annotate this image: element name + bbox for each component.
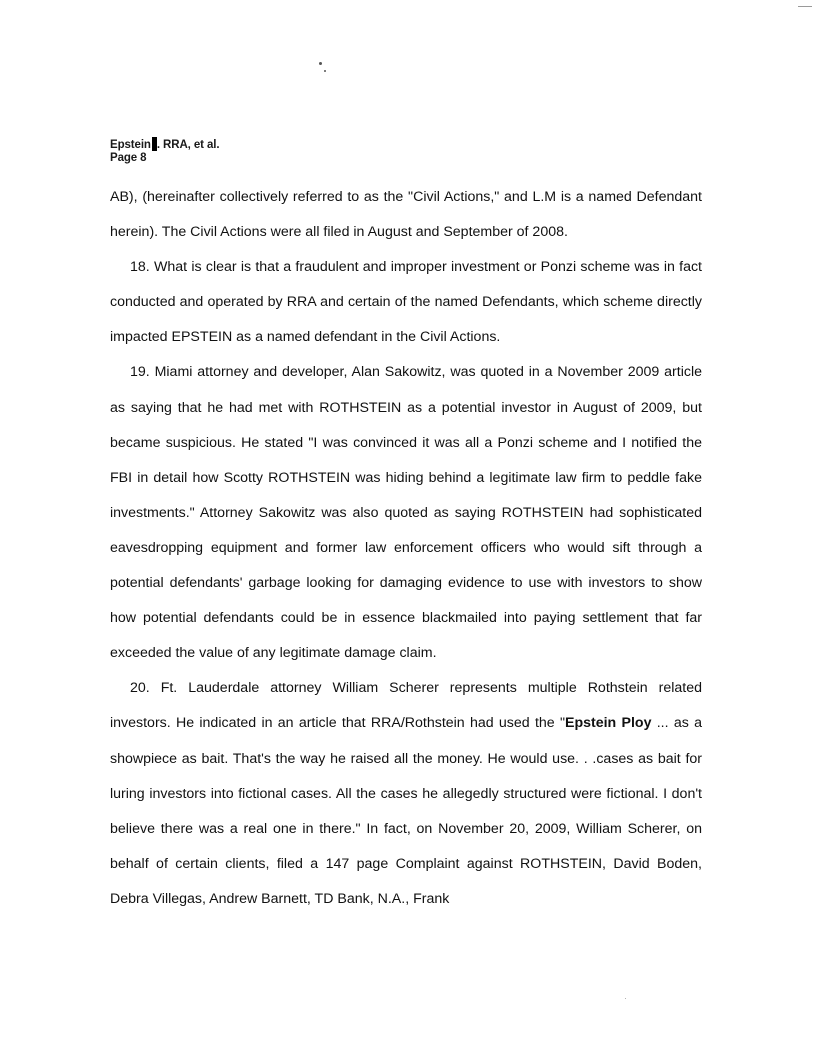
paragraph-19: 19. Miami attorney and developer, Alan Sakowitz, was quoted in a November 2009 article as saying that he had met with ROTHSTEIN as a potential investor in August of 2009, but became suspicious. He stated "I was convinced it was all a Ponzi scheme and I notified the FBI in detail how Scotty ROTHSTEIN was hiding behind a legitimate law firm to peddle fake investments." Attorney Sakowitz was also quoted as saying ROTHSTEIN had sophisticated eavesdropping equipment and former law enforcement officers who would sift through a potential defendants' garbage looking for damaging evidence to use with investors to show how potential defendants could be in essence blackmailed into paying settlement that far exceeded the value of any legitimate damage claim. <box>110 364 702 662</box>
scan-speck <box>319 62 322 65</box>
paragraph-20-text-start: 20. Ft. Lauderdale attorney William Scherer represents multiple Rothstein related investors. He indicated in an article that RRA/Rothstein had used the " <box>110 680 702 732</box>
header-case-caption <box>110 137 219 152</box>
paragraph-20-text-end: ... as a showpiece as bait. That's the way he raised all the money. He would use. . .cases as bait for luring investors into fictional cases. All the cases he allegedly structured were fictional. I don't believe there was a real one in there." In fact, on November 20, 2009, William Scherer, on behalf of certain clients, filed a 147 page Complaint against ROTHSTEIN, David Boden, Debra Villegas, Andrew Barnett, TD Bank, N.A., Frank <box>110 715 702 907</box>
scan-speck <box>324 70 326 72</box>
paragraph-18: 18. What is clear is that a fraudulent and improper investment or Ponzi scheme was in fact conducted and operated by RRA and certain of the named Defendants, which scheme directly impacted EPSTEIN as a named defendant in the Civil Actions. <box>110 259 702 346</box>
paragraph-20 <box>110 671 702 917</box>
paragraph-continuation: AB), (hereinafter collectively referred to as the "Civil Actions," and L.M is a named Defendant herein). The Civil Actions were all filed in August and September of 2008. <box>110 189 702 241</box>
scan-speck <box>625 998 626 999</box>
header-case-parties: . RRA, et al. <box>156 139 220 151</box>
page-header <box>110 137 219 165</box>
header-case-name: Epstein <box>110 139 151 151</box>
document-body <box>110 180 702 917</box>
paragraph-20-bold-phrase: Epstein Ploy <box>564 715 652 732</box>
scan-edge-mark <box>798 6 812 7</box>
header-page-number: Page 8 <box>110 152 147 164</box>
